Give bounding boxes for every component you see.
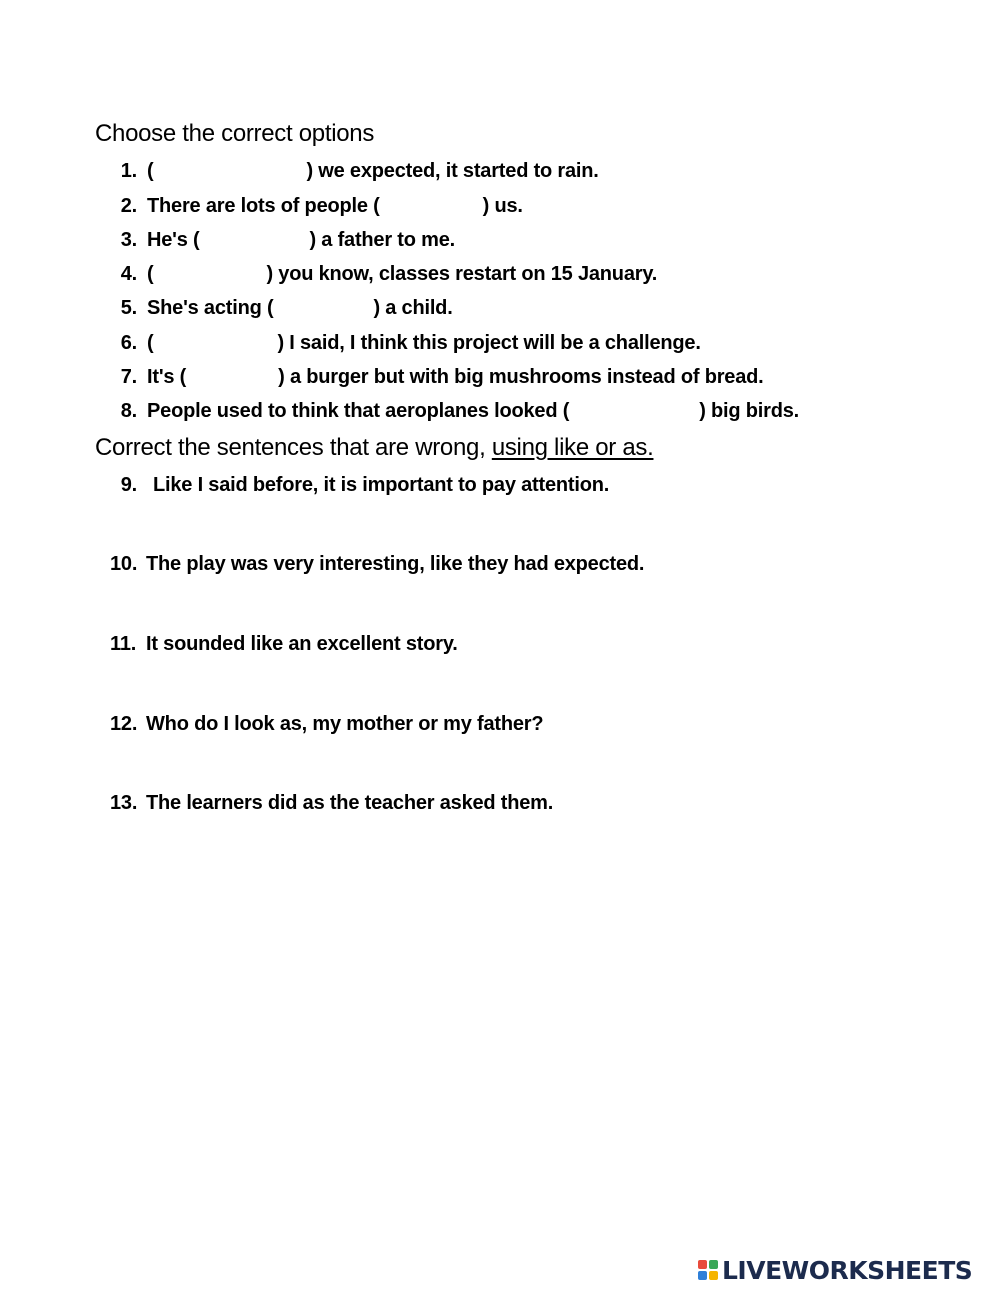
question-number: 1. [120, 160, 137, 182]
logo-square-green [709, 1260, 718, 1269]
section2-heading [95, 434, 653, 462]
question-1 [110, 160, 599, 183]
question-13 [110, 792, 553, 815]
question-text-before: ( [147, 263, 154, 285]
question-number: 4. [120, 263, 137, 285]
question-6 [110, 332, 701, 355]
question-number: 11. [110, 633, 137, 655]
question-4 [110, 263, 657, 286]
question-number: 6. [120, 332, 137, 354]
question-number: 8. [120, 400, 137, 422]
question-text: Like I said before, it is important to pay attention. [153, 474, 610, 496]
question-5 [110, 297, 453, 320]
question-text: Who do I look as, my mother or my father? [146, 713, 544, 735]
logo-square-blue [698, 1271, 707, 1280]
question-2 [110, 195, 523, 218]
question-9 [110, 474, 609, 497]
liveworksheets-logo [698, 1255, 972, 1285]
question-8 [110, 400, 799, 423]
section1-heading: Choose the correct options [95, 120, 375, 147]
question-text: The play was very interesting, like they had expected. [146, 553, 645, 575]
question-number: 10. [110, 553, 138, 575]
question-text-before: There are lots of people ( [147, 195, 380, 217]
question-number: 7. [120, 366, 137, 388]
question-text-after: ) us. [482, 195, 523, 217]
question-text-after: ) a father to me. [309, 229, 455, 251]
question-text-after: ) we expected, it started to rain. [306, 160, 599, 182]
logo-text: LIVEWORKSHEETS [722, 1255, 973, 1285]
question-text-before: People used to think that aeroplanes looked ( [147, 400, 570, 422]
question-text-before: She's acting ( [147, 297, 274, 319]
question-3 [110, 229, 455, 252]
section2-heading-text: Correct the sentences that are wrong, [95, 434, 492, 461]
question-number: 3. [120, 229, 137, 251]
question-text: The learners did as the teacher asked them. [146, 792, 554, 814]
question-number: 5. [120, 297, 137, 319]
question-11 [110, 633, 458, 656]
section2-heading-underlined: using like or as. [491, 434, 654, 461]
question-text-after: ) big birds. [699, 400, 800, 422]
question-number: 2. [120, 195, 137, 217]
question-text-before: He's ( [147, 229, 200, 251]
question-text-after: ) a burger but with big mushrooms instead of bread. [278, 366, 764, 388]
question-number: 12. [110, 713, 138, 735]
question-text-after: ) I said, I think this project will be a challenge. [277, 332, 701, 354]
question-text-before: ( [147, 332, 154, 354]
question-text-after: ) you know, classes restart on 15 January. [266, 263, 658, 285]
question-7 [110, 366, 764, 389]
question-text-before: ( [147, 160, 154, 182]
question-text-after: ) a child. [373, 297, 453, 319]
logo-square-yellow [709, 1271, 718, 1280]
question-text: It sounded like an excellent story. [146, 633, 458, 655]
logo-square-red [698, 1260, 707, 1269]
question-number: 9. [120, 474, 137, 496]
liveworksheets-logo-icon [698, 1260, 718, 1280]
question-text-before: It's ( [147, 366, 187, 388]
question-12 [110, 713, 543, 736]
question-10 [110, 553, 644, 576]
question-number: 13. [110, 792, 138, 814]
